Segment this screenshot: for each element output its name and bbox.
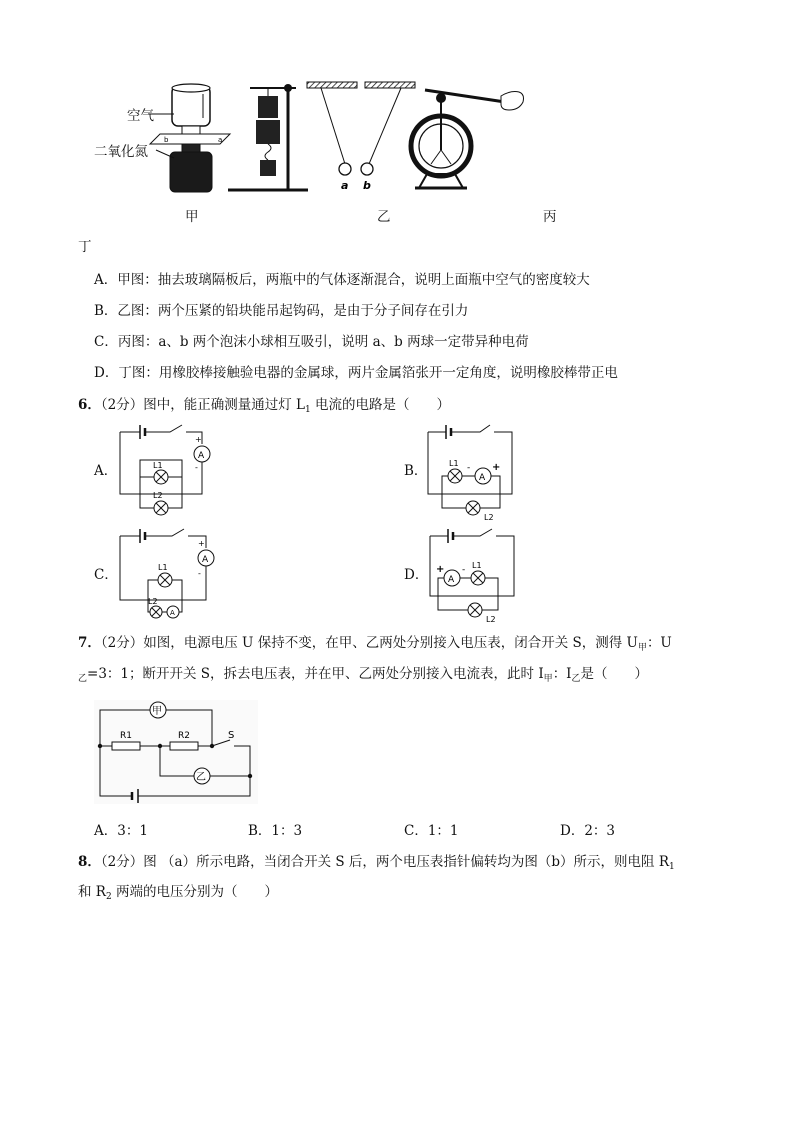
svg-text:b: b [164,136,169,144]
svg-text:+: + [492,462,501,473]
q6-option-d-label: D． [404,567,429,583]
svg-text:-: - [467,463,471,473]
q6-option-b-label: B． [404,463,428,479]
label-nitrogen-dioxide: 二氧化氮 [94,144,148,160]
svg-text:-: - [198,569,201,578]
svg-text:L1: L1 [158,563,168,572]
q7-option-a: A．3：1 [94,823,148,839]
svg-text:L2: L2 [153,491,163,500]
svg-text:乙: 乙 [196,772,206,783]
q7-option-d: D．2：3 [560,823,616,839]
svg-text:A: A [479,473,486,483]
svg-text:L2: L2 [484,513,494,522]
q6-number: 6． [78,397,101,413]
q8-score: （2分） [100,854,144,870]
q6-stem: 6．（2分）图中，能正确测量通过灯 $L_1$ 电流的电路是（ ） [78,397,451,415]
svg-text:a: a [218,136,223,144]
svg-text:+: + [436,564,445,575]
ball-b-label: b [363,179,371,192]
svg-text:L1: L1 [153,461,163,470]
figure-ding-electroscope [405,80,535,200]
q6-option-a-label: A． [94,463,118,479]
q7-number: 7． [78,635,101,651]
svg-text:-: - [195,463,198,472]
q6-score: （2分） [100,397,144,413]
q8-stem-line1: 8．（2分）图 （a）所示电路，当闭合开关 S 后，两个电压表指针偏转均为图（b）所示，则电阻 $R_1$ [78,854,675,872]
svg-text:L1: L1 [472,561,482,570]
q5-option-c: C．丙图：a、b 两个泡沫小球相互吸引，说明 a、b 两球一定带异种电荷 [94,334,529,350]
svg-text:L1: L1 [449,459,459,468]
label-jia: 甲 [185,209,199,225]
label-air: 空气 [127,108,154,124]
label-bing: 丙 [543,209,557,225]
svg-text:+: + [198,539,205,548]
svg-text:甲: 甲 [152,706,162,717]
q6-circuit-d [430,524,530,624]
q6-circuit-b [428,420,528,520]
q8-number: 8． [78,854,101,870]
q7-stem-line1: 7．（2分）如图，电源电压 U 保持不变，在甲、乙两处分别接入电压表，闭合开关 S，测得 $U_甲$：U [78,635,672,653]
q5-option-b: B．乙图：两个压紧的铅块能吊起钩码，是由于分子间存在引力 [94,303,469,319]
label-ding: 丁 [78,239,92,255]
svg-text:R2: R2 [178,731,190,741]
svg-text:A: A [202,555,209,565]
q7-score: （2分） [100,635,144,651]
svg-text:+: + [195,435,202,444]
q6-circuit-a-lower [120,478,220,518]
svg-text:S: S [228,730,235,741]
q5-option-a: A．甲图：抽去玻璃隔板后，两瓶中的气体逐渐混合，说明上面瓶中空气的密度较大 [94,272,590,288]
q7-option-c: C．1：1 [404,823,459,839]
svg-text:A: A [170,609,175,617]
ball-a-label: a [341,179,349,192]
label-yi: 乙 [377,209,391,225]
q8-stem-line2: 和 $R_2$ 两端的电压分别为（ ） [78,884,278,902]
svg-text:R1: R1 [120,731,132,741]
q7-circuit [94,700,264,810]
svg-text:L2: L2 [486,615,496,624]
svg-text:A: A [448,575,455,585]
svg-text:L2: L2 [148,597,158,606]
q7-option-b: B．1：3 [248,823,303,839]
q7-stem-line2: $_乙$=3：1；断开开关 S，拆去电压表，并在甲、乙两处分别接入电流表，此时 $I_甲$：$I_乙$是（ ） [78,666,649,684]
svg-text:A: A [198,451,205,461]
svg-text:-: - [462,565,466,575]
q5-option-d: D．丁图：用橡胶棒接触验电器的金属球，两片金属箔张开一定角度，说明橡胶棒带正电 [94,365,618,381]
q6-option-c-label: C． [94,567,118,583]
q6-circuit-c [120,524,220,624]
